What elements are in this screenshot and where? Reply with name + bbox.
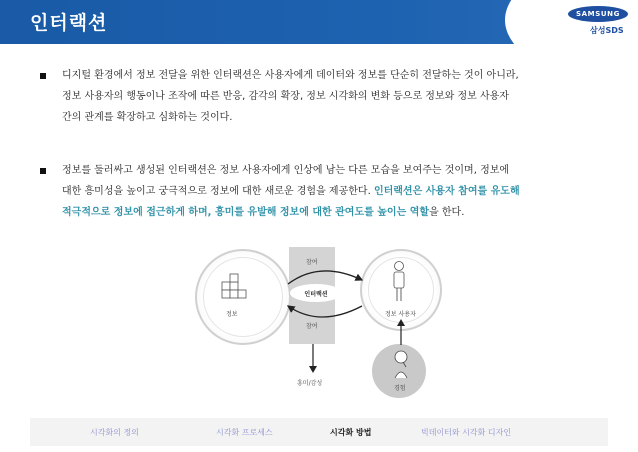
arrow-to-information [288,306,362,317]
experience-label: 경험 [394,385,406,392]
information-label: 정보 [226,311,238,318]
up-arrow [396,318,406,346]
thinking-person-icon [390,348,412,380]
samsung-logo [568,6,628,22]
interaction-center-label: 인터랙션 [290,284,342,302]
interest-emotion-label: 흥미/감성 [297,380,323,387]
bullet-1 [40,73,46,79]
bullet-2 [40,168,46,174]
nav-item-method[interactable]: 시각화 방법 [330,428,372,437]
top-participation-label: 참여 [306,259,318,266]
paragraph-1 [62,65,622,128]
para2-line-3-end: 을 한다. [429,207,465,218]
logo-subtitle: 삼성SDS [590,26,624,35]
blocks-icon [220,270,250,302]
para2-line-2: 대한 흥미성을 높이고 궁극적으로 정보에 대한 새로운 경험을 제공한다. [62,186,374,197]
para1-line-1: 디지털 환경에서 정보 전달을 위한 인터랙션은 사용자에게 데이터와 정보를 단순히 전달하는 것이 아니라, [62,70,519,81]
nav-item-bigdata-design[interactable]: 빅데이터와 시각화 디자인 [421,428,512,437]
nav-item-definition[interactable]: 시각화의 정의 [90,428,139,437]
para2-highlight-1: 인터랙션은 사용자 참여를 유도해 [373,186,520,197]
para2-highlight-2: 적극적으로 정보에 접근하게 하며, 흥미를 유발해 정보에 대한 관여도를 높이는 역할 [62,207,430,218]
page-title: 인터랙션 [30,12,108,34]
para2-line-1: 정보를 둘러싸고 생성된 인터랙션은 정보 사용자에게 인상에 남는 다른 모습을 보여주는 것이며, 정보에 [62,165,510,176]
user-figure-icon [388,260,410,304]
paragraph-2 [62,160,622,223]
user-label: 정보 사용자 [385,311,416,318]
nav-item-process[interactable]: 시각화 프로세스 [216,428,273,437]
para1-line-3: 간의 관계를 확장하고 심화하는 것이다. [62,112,233,123]
down-arrow [308,344,318,374]
logo-text: SAMSUNG [576,10,620,18]
para1-line-2: 정보 사용자의 행동이나 조작에 따른 반응, 감각의 확장, 정보 시각화의 변화 등으로 정보와 정보 사용자 [62,91,509,102]
bottom-participation-label: 참여 [306,323,318,330]
arrow-to-user [288,271,362,284]
